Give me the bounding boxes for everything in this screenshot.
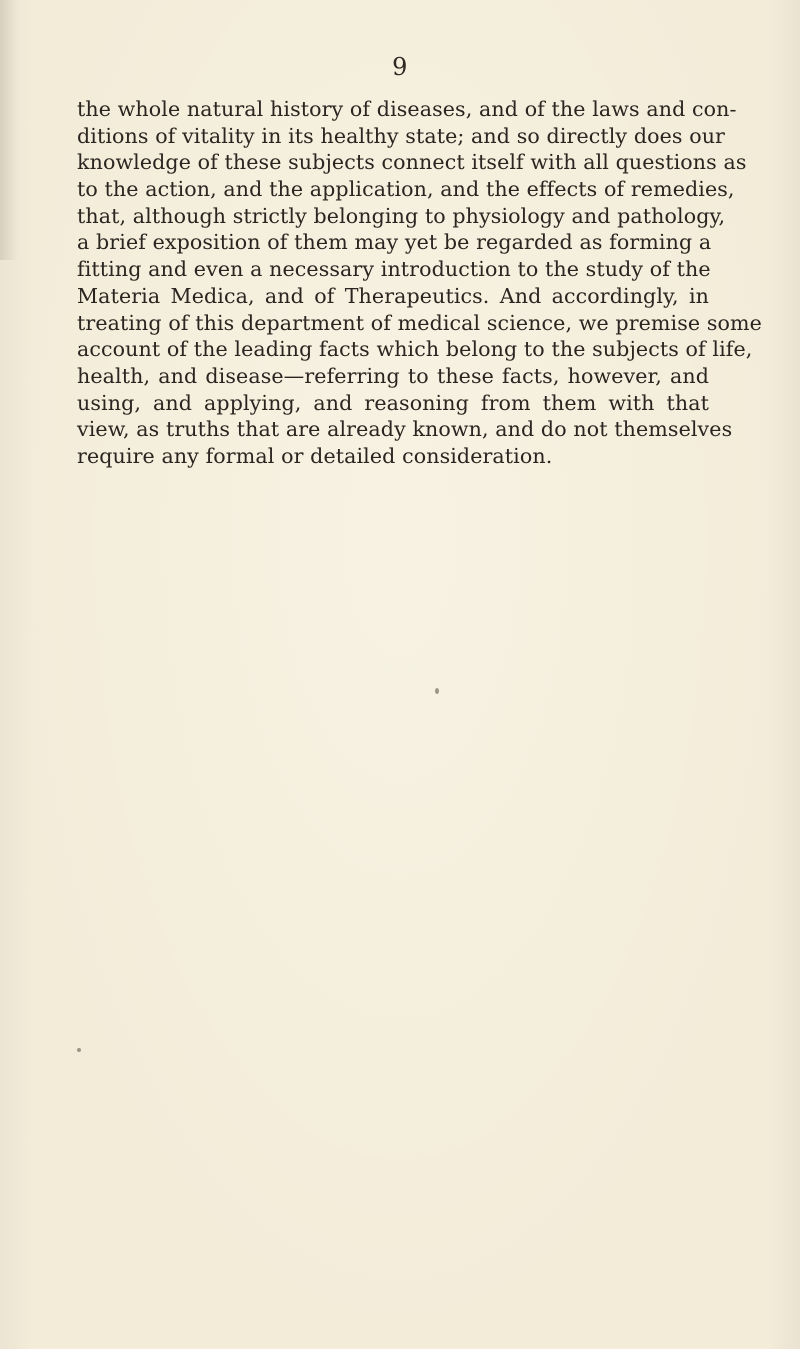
ink-spot [77, 1048, 81, 1052]
text-line: ditions of vitality in its healthy state; and so directly does our [77, 123, 726, 148]
text-line: knowledge of these subjects connect itself with all questions as [77, 150, 747, 175]
text-line: the whole natural history of diseases, and of the laws and con- [77, 97, 737, 121]
text-line: require any formal or detailed consideration. [77, 443, 553, 468]
text-line: view, as truths that are already known, and do not themselves [77, 417, 733, 442]
text-line: account of the leading facts which belong to the subjects of life, [77, 337, 753, 362]
text-line: treating of this department of medical science, we premise some [77, 310, 762, 335]
ink-spot [435, 688, 439, 694]
page-number: 9 [392, 53, 408, 81]
text-line: using, and applying, and reasoning from them with that [77, 390, 709, 415]
text-line: to the action, and the application, and the effects of remedies, [77, 177, 735, 202]
body-paragraph [77, 96, 762, 470]
page-edge-shadow [0, 0, 18, 260]
text-line: fitting and even a necessary introduction to the study of the [77, 257, 711, 282]
text-line: that, although strictly belonging to physiology and pathology, [77, 203, 726, 228]
text-line: Materia Medica, and of Therapeutics. And accordingly, in [77, 283, 709, 308]
text-line: a brief exposition of them may yet be regarded as forming a [77, 230, 712, 255]
text-line: health, and disease—referring to these facts, however, and [77, 363, 709, 388]
